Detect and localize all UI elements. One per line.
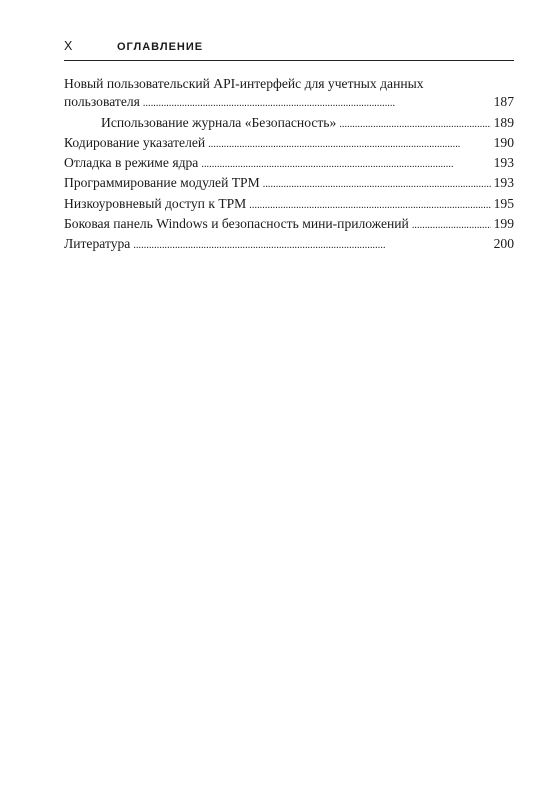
toc-entry-title: Использование журнала «Безопасность» [101, 114, 337, 130]
toc-entry [64, 154, 514, 174]
toc-entry-title: Программирование модулей TPM [64, 175, 260, 191]
dot-leader [249, 197, 490, 215]
toc-entry-page: 193 [493, 175, 514, 191]
dot-leader [143, 95, 491, 113]
toc-entry-page: 200 [493, 236, 514, 252]
toc-entry-title: пользователя [64, 94, 140, 110]
toc-entry-page: 189 [493, 114, 514, 130]
running-header [64, 38, 514, 61]
toc-entry [64, 235, 514, 255]
toc-entry-title: Литература [64, 236, 131, 252]
running-title: ОГЛАВЛЕНИЕ [117, 41, 204, 53]
toc-entry-title-line: Новый пользовательский API-интерфейс для учетных данных [64, 76, 424, 91]
toc-entry [64, 174, 514, 194]
toc-subentry [64, 114, 514, 134]
toc-entry-page: 190 [493, 134, 514, 150]
toc-entry-title: Низкоуровневый доступ к TPM [64, 195, 247, 211]
toc-entry-page: 195 [493, 195, 514, 211]
dot-leader [201, 156, 490, 174]
toc-entry-page: 199 [493, 216, 514, 232]
toc-entry [64, 75, 514, 114]
table-of-contents [64, 75, 514, 256]
page-number: X [64, 39, 73, 53]
toc-entry [64, 215, 514, 235]
dot-leader [208, 136, 490, 154]
toc-entry [64, 134, 514, 154]
toc-entry-page: 187 [493, 94, 514, 110]
dot-leader [412, 217, 491, 235]
toc-entry-title: Боковая панель Windows и безопасность мини-приложений [64, 216, 409, 232]
toc-entry-page: 193 [493, 155, 514, 171]
dot-leader [263, 176, 491, 194]
dot-leader [339, 116, 490, 134]
toc-entry-title: Кодирование указателей [64, 134, 206, 150]
toc-entry-title: Отладка в режиме ядра [64, 155, 199, 171]
toc-entry [64, 195, 514, 215]
dot-leader [133, 237, 490, 255]
